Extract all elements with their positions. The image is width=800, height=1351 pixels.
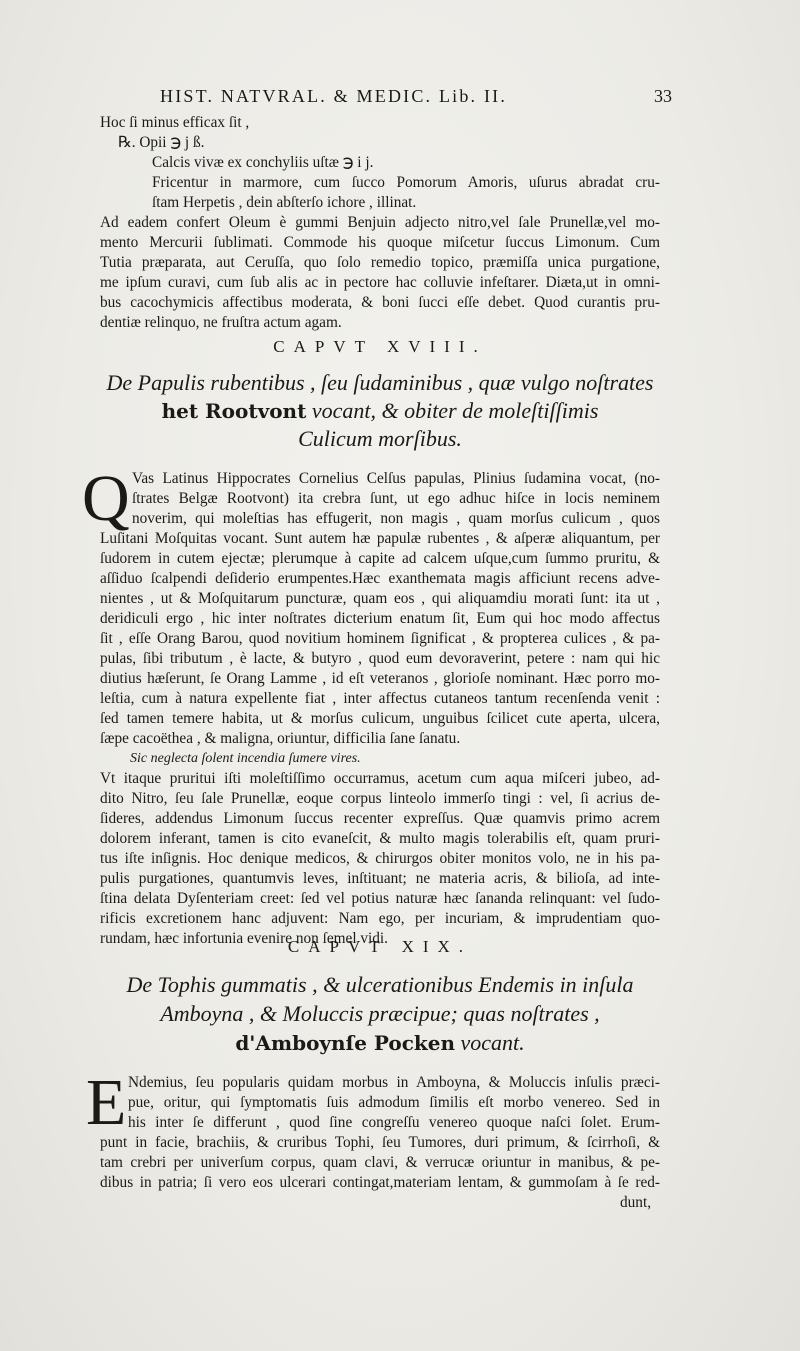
text-line: his inter ſe differunt , quod ſine congreſſu venereo quoque naſci ſolet. Erum-	[128, 1114, 660, 1131]
title-continuation: vocant, & obiter de moleſtiſſimis	[306, 398, 599, 423]
text-line: pue, oritur, qui ſymptomatis ſuis admodum ſimilis eſt morbo venereo. Sed in	[128, 1094, 660, 1111]
page-number: 33	[654, 86, 672, 106]
text-line: Vt itaque pruritui iſti moleſtiſſimo occurramus, acetum cum aqua miſceri jubeo, ad-	[100, 770, 660, 787]
chapter-title-18-line2	[100, 398, 660, 424]
text-line: dito Nitro, ſeu ſale Prunellæ, eoque corpus linteolo immerſo tingi : vel, ſi acrius de-	[100, 790, 660, 807]
text-line: leſtia, cum à natura expellente fiat , inter affectus cutaneos tantum recenſenda venit :	[100, 690, 660, 707]
chapter-title-19-line2: Amboyna , & Moluccis præcipue; quas noſtrates ,	[160, 1001, 600, 1026]
blackletter-phrase: d'Amboynſe Pocken	[235, 1031, 456, 1055]
chapter-title-18-line3: Culicum morſibus.	[298, 426, 462, 451]
chapter-heading-19: CAPVT XIX.	[287, 937, 473, 956]
running-head-text: HIST. NATVRAL. & MEDIC. Lib. II.	[160, 86, 508, 106]
catchword: dunt,	[620, 1194, 652, 1211]
drop-capital: Q	[82, 462, 130, 535]
text-line: Luſitani Moſquitas vocant. Sunt autem hæ papulæ rubentes , & aſperæ aliquantum, per	[100, 530, 660, 547]
text-line: ſed tamen temere habita, ut & morſus culicum, unguibus ſcilicet cute aperta, ulcera,	[100, 710, 660, 727]
text-line: Fricentur in marmore, cum ſucco Pomorum Amoris, uſurus abradat cru-	[152, 174, 660, 191]
blackletter-phrase: het Rootvont	[161, 399, 307, 423]
text-line: tus iſte inſignis. Hoc denique medicos, & chirurgos obiter monitos volo, ne in his pa-	[100, 850, 660, 867]
text-line: me ipſum curavi, cum ſub alis ac in pectore hac colluvie infeſtarer. Diæta,ut in omni-	[100, 274, 660, 291]
text-line: dolorem inferant, tamen is cito evaneſcit, & multo magis tolerabilis eſt, quam pruri-	[100, 830, 660, 847]
text-line: nientes , ut & Moſquitarum puncturæ, quam eos , qui aliquamdiu morati ſunt: ita ut ,	[100, 590, 660, 607]
text-line: ſtam Herpetis , dein abſterſo ichore , illinat.	[152, 194, 417, 211]
text-line: dibus in patria; ſi vero eos ulcerari contingat,materiam lentam, & gummoſam à ſe red-	[100, 1174, 660, 1191]
text-line: punt in facie, brachiis, & cruribus Tophi, ſeu Tumores, duri primum, & ſcirrhoſi, &	[100, 1134, 660, 1151]
text-line: tam crebri per univerſum corpus, quam clavi, & verrucæ oriuntur in manibus, & pe-	[100, 1154, 660, 1171]
text-line: noverim, qui moleſtias has effugerit, non magis , quam morſus culicum , quos	[132, 510, 660, 527]
text-line: pulas, ſibi tributum , è lacte, & butyro , quod eum devoraverint, petere : nam qui hic	[100, 650, 660, 667]
text-line: ſtina delata Dyſenteriam creet: ſed vel potius naturæ hæc ſananda relinquant: vel ſudo-	[100, 890, 660, 907]
text-line: ſit , eſſe Orang Barou, quod novitium hominem ſignificat , & propterea culices , & pa-	[100, 630, 660, 647]
text-line: ſudorem in cutem ejectæ; plerumque à capite ad calcem uſque,cum ſummo pruritu, &	[100, 550, 660, 567]
verse-quotation: Sic neglecta ſolent incendia ſumere vires.	[130, 751, 361, 766]
chapter-title-19-line1: De Tophis gummatis , & ulcerationibus Endemis in inſula	[126, 972, 634, 997]
text-line: diutius hæſerunt, ſe Orang Lamme , id eſt veteranos , glorioſe nominant. Hæc porro mo-	[100, 670, 660, 687]
drop-capital: E	[86, 1066, 127, 1139]
text-line: rificis excretionem hanc adjuvent: Nam ego, per incuriam, & imprudentiam quo-	[100, 910, 660, 927]
text-line: ſideres, addendus Limonum ſuccus recenter expreſſus. Quæ quamvis primo acrem	[100, 810, 660, 827]
text-line: dentiæ relinquo, ne fruſtra actum agam.	[100, 314, 342, 331]
text-line: pulis purgationes, quantumvis leves, inſtituant; ne materia acris, & bilioſa, ad inte-	[100, 870, 660, 887]
text-line: ſtrates Belgæ Rootvont) ita crebra ſunt, ut ego adhuc hiſce in locis neminem	[132, 490, 660, 507]
chapter-title-18-line1: De Papulis rubentibus , ſeu ſudaminibus , quæ vulgo noſtrates	[106, 370, 654, 395]
title-continuation: vocant.	[455, 1030, 525, 1055]
text-line: Calcis vivæ ex conchyliis uſtæ ℈ i j.	[152, 154, 374, 171]
text-line: ℞. Opii ℈ j ß.	[118, 134, 205, 151]
text-line: rundam, hæc infortunia evenire non ſemel vidi.	[100, 930, 389, 947]
text-line: Ad eadem confert Oleum è gummi Benjuin adjecto nitro,vel ſale Prunellæ,vel mo-	[100, 214, 660, 231]
text-line: Hoc ſi minus efficax ſit ,	[100, 114, 250, 131]
text-line: Vas Latinus Hippocrates Cornelius Celſus papulas, Plinius ſudamina vocat, (no-	[132, 470, 660, 487]
chapter-title-19-line3	[100, 1030, 660, 1056]
text-line: ſæpe cacoëthea , & maligna, oriuntur, difficilia ſane ſanatu.	[100, 730, 461, 747]
chapter-heading-18: CAPVT XVIII.	[273, 337, 487, 356]
text-line: aſſiduo ſcalpendi deſiderio erumpentes.Hæc exanthemata magis afficiunt recens adve-	[100, 570, 660, 587]
text-line: mento Mercurii ſublimati. Commode his quoque miſcetur ſuccus Limonum. Cum	[100, 234, 660, 251]
running-head	[160, 86, 672, 107]
text-line: Ndemius, ſeu popularis quidam morbus in Amboyna, & Moluccis inſulis præci-	[128, 1074, 660, 1091]
text-line: deridiculi ergo , hic inter noſtrates dicterium enatum ſit, Eum qui hoc modo affectus	[100, 610, 660, 627]
text-line: Tutia præparata, aut Ceruſſa, quo ſolo remedio topico, præmiſſa unica purgatione,	[100, 254, 660, 271]
text-line: bus cacochymicis affectibus moderata, & boni ſucci eſſe debet. Quod curantis pru-	[100, 294, 660, 311]
